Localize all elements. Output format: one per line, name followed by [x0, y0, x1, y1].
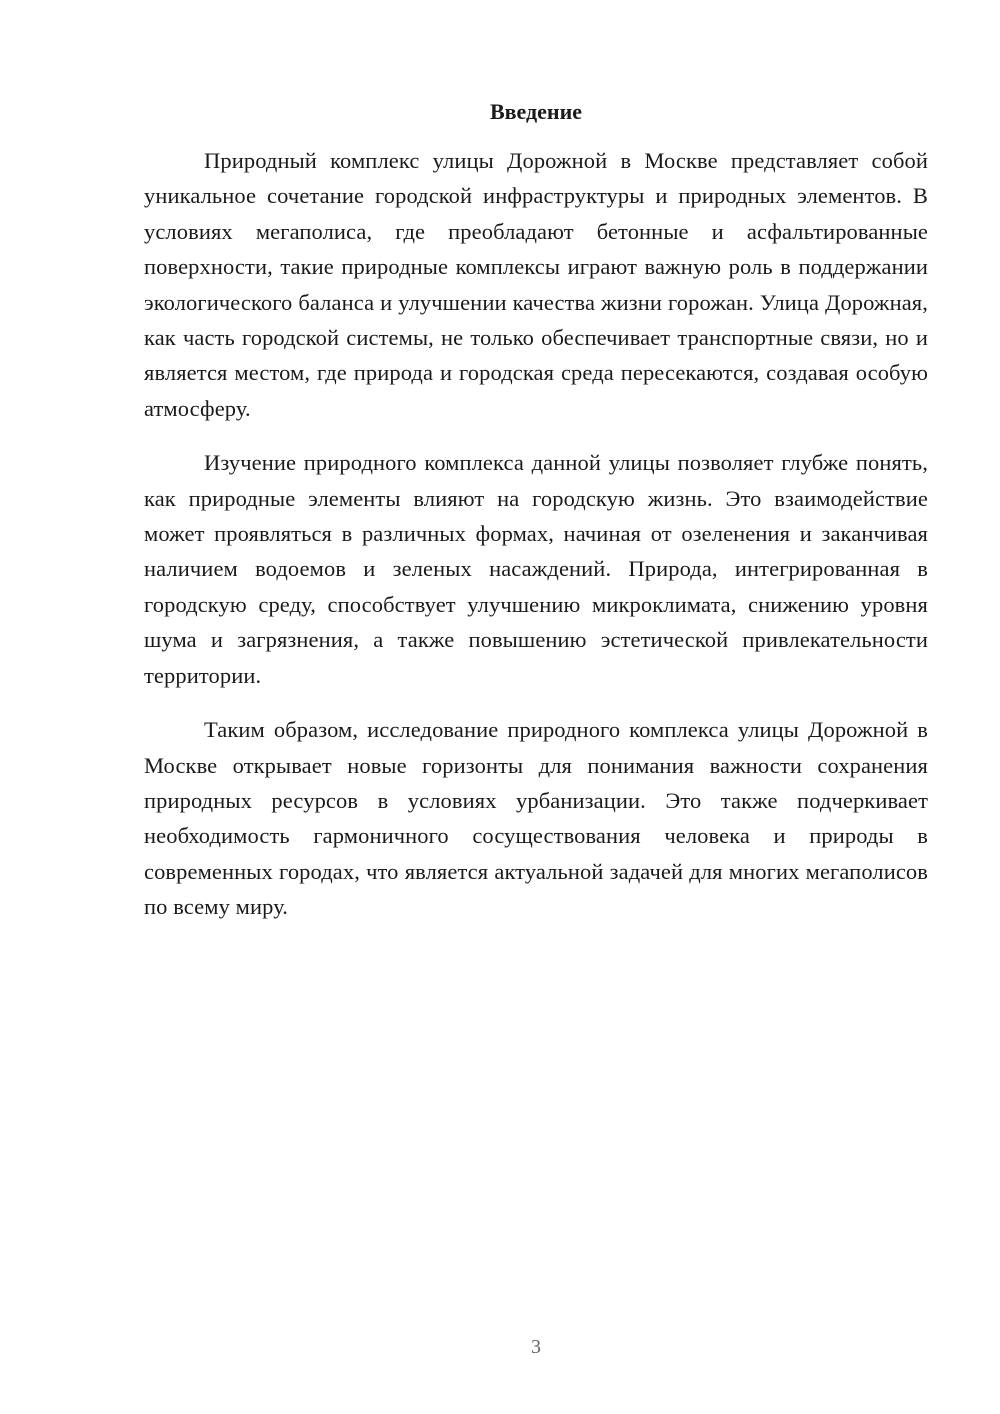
body-text — [144, 143, 928, 944]
paragraph-2: Изучение природного комплекса данной улицы позволяет глубже понять, как природные элементы влияют на городскую жизнь. Это взаимодействие может проявляться в различных формах, начиная от озеленения и заканчивая наличием водоемов и зеленых насаждений. Природа, интегрированная в городскую среду, способствует улучшению микроклимата, снижению уровня шума и загрязнения, а также повышению эстетической привлекательности территории. — [144, 450, 928, 688]
paragraph-3: Таким образом, исследование природного комплекса улицы Дорожной в Москве открывает новые горизонты для понимания важности сохранения природных ресурсов в условиях урбанизации. Это также подчеркивает необходимость гармоничного сосуществования человека и природы в современных городах, что является актуальной задачей для многих мегаполисов по всему миру. — [144, 717, 928, 920]
section-title: Введение — [489, 99, 583, 124]
page-number: 3 — [531, 1336, 541, 1358]
paragraph-1: Природный комплекс улицы Дорожной в Москве представляет собой уникальное сочетание городской инфраструктуры и природных элементов. В условиях мегаполиса, где преобладают бетонные и асфальтированные поверхности, такие природные комплексы играют важную роль в поддержании экологического баланса и улучшении качества жизни горожан. Улица Дорожная, как часть городской системы, не только обеспечивает транспортные связи, но и является местом, где природа и городская среда пересекаются, создавая особую атмосферу. — [144, 148, 928, 421]
